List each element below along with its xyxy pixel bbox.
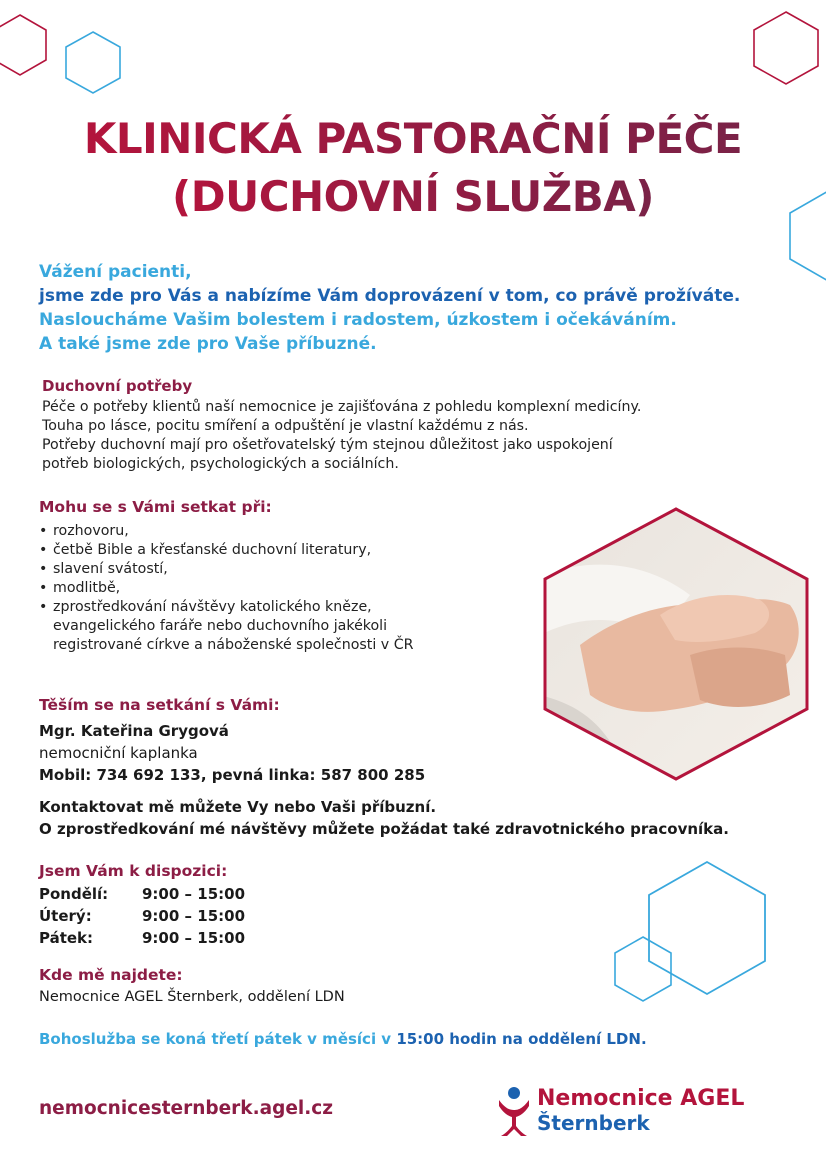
meet-heading: Mohu se s Vámi setkat při: bbox=[39, 498, 272, 516]
contact-section bbox=[39, 696, 729, 840]
list-item: • četbě Bible a křesťanské duchovní literatury, bbox=[39, 541, 413, 560]
intro-line-3: Nasloucháme Vašim bolestem i radostem, úzkostem i očekáváním. bbox=[39, 310, 677, 330]
list-item: • modlitbě, bbox=[39, 579, 413, 598]
list-item: • rozhovoru, bbox=[39, 522, 413, 541]
location-heading: Kde mě najdete: bbox=[39, 966, 183, 984]
page-title bbox=[0, 110, 826, 226]
list-item: • slavení svátostí, bbox=[39, 560, 413, 579]
meet-list bbox=[39, 522, 413, 617]
contact-phone: Mobil: 734 692 133, pevná linka: 587 800 285 bbox=[39, 766, 426, 784]
availability-heading: Jsem Vám k dispozici: bbox=[39, 862, 228, 880]
table-row bbox=[39, 905, 245, 927]
time-cell: 9:00 – 15:00 bbox=[142, 907, 246, 925]
list-item: • zprostředkování návštěvy katolického kněze, bbox=[39, 598, 413, 617]
time-cell: 9:00 – 15:00 bbox=[142, 929, 246, 947]
logo-text-line-2: Šternberk bbox=[537, 1111, 650, 1135]
intro-text bbox=[39, 260, 740, 356]
contact-role: nemocniční kaplanka bbox=[39, 744, 198, 762]
location-section bbox=[39, 966, 345, 1008]
table-row bbox=[39, 927, 245, 949]
needs-line: Potřeby duchovní mají pro ošetřovatelský tým stejnou důležitost jako uspokojení bbox=[42, 437, 613, 453]
availability-section bbox=[39, 862, 245, 949]
location-text: Nemocnice AGEL Šternberk, oddělení LDN bbox=[39, 989, 345, 1005]
meet-section bbox=[39, 498, 413, 655]
list-item-continuation: registrované církve a náboženské společnosti v ČR bbox=[53, 637, 414, 653]
time-cell: 9:00 – 15:00 bbox=[142, 885, 246, 903]
website-link[interactable]: nemocnicesternberk.agel.cz bbox=[39, 1098, 334, 1119]
day-cell: Pátek: bbox=[39, 929, 94, 947]
intro-line-4: A také jsme zde pro Vaše příbuzné. bbox=[39, 334, 377, 354]
title-line-1: KLINICKÁ PASTORAČNÍ PÉČE bbox=[83, 114, 743, 163]
contact-note-2: O zprostředkování mé návštěvy můžete požádat také zdravotnického pracovníka. bbox=[39, 820, 729, 838]
needs-heading: Duchovní potřeby bbox=[42, 377, 193, 395]
service-note-part-1: Bohoslužba se koná třetí pátek v měsíci v bbox=[39, 1030, 397, 1048]
table-row bbox=[39, 883, 245, 905]
title-line-2: (DUCHOVNÍ SLUŽBA) bbox=[172, 172, 654, 221]
day-cell: Pondělí: bbox=[39, 885, 109, 903]
needs-line: Péče o potřeby klientů naší nemocnice je zajišťována z pohledu komplexní medicíny. bbox=[42, 399, 642, 415]
logo-text-line-1: Nemocnice AGEL bbox=[537, 1086, 745, 1111]
intro-line-1: Vážení pacienti, bbox=[39, 262, 192, 282]
list-item-continuation: evangelického faráře nebo duchovního jakékoli bbox=[53, 618, 388, 634]
service-note bbox=[39, 1030, 647, 1048]
intro-line-2: jsme zde pro Vás a nabízíme Vám doprovázení v tom, co právě prožíváte. bbox=[39, 286, 741, 306]
needs-section bbox=[42, 377, 641, 474]
hours-table bbox=[39, 883, 245, 949]
day-cell: Úterý: bbox=[39, 907, 92, 925]
contact-note-1: Kontaktovat mě můžete Vy nebo Vaši příbuzní. bbox=[39, 798, 437, 816]
needs-line: Touha po lásce, pocitu smíření a odpuštění je vlastní každému z nás. bbox=[42, 418, 529, 434]
needs-line: potřeb biologických, psychologických a sociálních. bbox=[42, 456, 399, 472]
contact-name: Mgr. Kateřina Grygová bbox=[39, 722, 229, 740]
agel-person-icon bbox=[497, 1086, 531, 1138]
contact-heading: Těším se na setkání s Vámi: bbox=[39, 696, 280, 714]
service-note-part-2: 15:00 hodin na oddělení LDN. bbox=[396, 1030, 647, 1048]
